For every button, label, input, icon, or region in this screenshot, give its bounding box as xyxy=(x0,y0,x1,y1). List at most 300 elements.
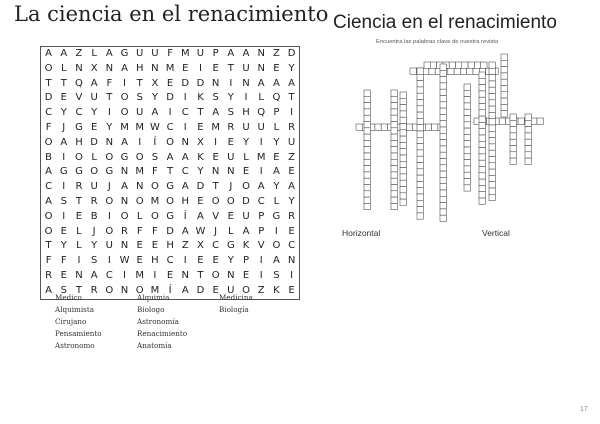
crossword-cell[interactable] xyxy=(479,185,485,191)
crossword-cell[interactable] xyxy=(391,191,397,197)
grid-letter: M xyxy=(256,151,266,163)
grid-letter: N xyxy=(105,62,114,74)
crossword-cell[interactable] xyxy=(501,111,507,117)
crossword-cell[interactable] xyxy=(464,109,470,115)
crossword-cell[interactable] xyxy=(501,73,507,79)
crossword-cell[interactable] xyxy=(400,155,406,161)
grid-letter: R xyxy=(45,269,53,281)
crossword-cell[interactable] xyxy=(464,166,470,172)
crossword-cell[interactable] xyxy=(479,160,485,166)
crossword-cell[interactable] xyxy=(417,106,423,112)
grid-letter: G xyxy=(166,210,174,222)
grid-letter: O xyxy=(211,269,220,281)
crossword-cell[interactable] xyxy=(464,147,470,153)
crossword-cell[interactable] xyxy=(364,147,370,153)
grid-letter: Y xyxy=(227,92,234,104)
crossword-cell[interactable] xyxy=(417,137,423,143)
crossword-cell[interactable] xyxy=(525,146,531,152)
grid-letter: G xyxy=(272,210,281,222)
crossword-cell[interactable] xyxy=(501,79,507,85)
crossword-cell[interactable] xyxy=(417,125,423,131)
crossword-cell[interactable] xyxy=(440,146,446,152)
crossword-cell[interactable] xyxy=(479,122,485,128)
grid-letter: O xyxy=(120,210,129,222)
grid-letter: Z xyxy=(288,151,296,163)
grid-letter: U xyxy=(227,151,235,163)
crossword-cell[interactable] xyxy=(489,138,495,144)
crossword-cell[interactable] xyxy=(440,215,446,221)
grid-letter: E xyxy=(60,225,67,237)
crossword-cell[interactable] xyxy=(417,207,423,213)
grid-letter: R xyxy=(288,121,296,133)
crossword-cell[interactable] xyxy=(364,166,370,172)
crossword-cell[interactable] xyxy=(479,129,485,135)
crossword-cell[interactable] xyxy=(391,185,397,191)
grid-letter: I xyxy=(198,62,202,74)
crossword-cell[interactable] xyxy=(464,160,470,166)
crossword-cell[interactable] xyxy=(417,93,423,99)
crossword-cell[interactable] xyxy=(417,175,423,181)
grid-letter: L xyxy=(60,62,67,74)
crossword-cell[interactable] xyxy=(473,68,479,74)
crossword-cell[interactable] xyxy=(417,118,423,124)
crossword-cell[interactable] xyxy=(489,100,495,106)
crossword-cell[interactable] xyxy=(364,115,370,121)
crossword-cell[interactable] xyxy=(364,103,370,109)
grid-letter: N xyxy=(120,195,129,207)
crossword-cell[interactable] xyxy=(531,118,537,124)
crossword-cell[interactable] xyxy=(464,90,470,96)
crossword-cell[interactable] xyxy=(464,128,470,134)
crossword-cell[interactable] xyxy=(400,187,406,193)
crossword-cell[interactable] xyxy=(364,153,370,159)
crossword-cell[interactable] xyxy=(518,118,524,124)
grid-letter: A xyxy=(272,255,280,267)
grid-letter: E xyxy=(166,269,174,281)
crossword-cell[interactable] xyxy=(501,98,507,104)
crossword-cell[interactable] xyxy=(364,159,370,165)
crossword-cell[interactable] xyxy=(440,184,446,190)
crossword-cell[interactable] xyxy=(417,188,423,194)
grid-letter: U xyxy=(136,48,144,59)
crossword-cell[interactable] xyxy=(479,167,485,173)
crossword-cell[interactable] xyxy=(400,149,406,155)
grid-letter: Y xyxy=(60,240,67,252)
crossword-cell[interactable] xyxy=(510,139,516,145)
crossword-cell[interactable] xyxy=(464,84,470,90)
crossword-cell[interactable] xyxy=(440,121,446,127)
grid-letter: L xyxy=(258,92,264,104)
crossword-cell[interactable] xyxy=(364,90,370,96)
crossword-cell[interactable] xyxy=(417,156,423,162)
crossword-cell[interactable] xyxy=(464,116,470,122)
crossword-cell[interactable] xyxy=(432,124,438,130)
crossword-cell[interactable] xyxy=(400,161,406,167)
crossword-cell[interactable] xyxy=(510,146,516,152)
crossword-cell[interactable] xyxy=(391,122,397,128)
crossword-cell[interactable] xyxy=(479,154,485,160)
crossword-cell[interactable] xyxy=(479,97,485,103)
crossword-cell[interactable] xyxy=(448,68,454,74)
crossword-cell[interactable] xyxy=(489,112,495,118)
crossword-cell[interactable] xyxy=(391,140,397,146)
crossword-cell[interactable] xyxy=(499,118,505,124)
grid-letter: L xyxy=(273,195,280,207)
crossword-cell[interactable] xyxy=(400,193,406,199)
crossword-cell[interactable] xyxy=(479,104,485,110)
crossword-cell[interactable] xyxy=(364,178,370,184)
crossword-cell[interactable] xyxy=(391,96,397,102)
grid-letter: U xyxy=(105,240,113,252)
crossword-cell[interactable] xyxy=(462,62,468,68)
crossword-title: Ciencia en el renacimiento xyxy=(333,12,557,33)
grid-letter: G xyxy=(105,166,114,178)
crossword-cell[interactable] xyxy=(400,180,406,186)
crossword-cell[interactable] xyxy=(417,194,423,200)
crossword-cell[interactable] xyxy=(440,102,446,108)
grid-letter: D xyxy=(242,195,250,207)
crossword-cell[interactable] xyxy=(440,177,446,183)
crossword-cell[interactable] xyxy=(400,98,406,104)
crossword-cell[interactable] xyxy=(364,128,370,134)
grid-letter: L xyxy=(228,225,234,237)
crossword-cell[interactable] xyxy=(479,173,485,179)
crossword-cell[interactable] xyxy=(440,77,446,83)
crossword-cell[interactable] xyxy=(454,68,460,74)
horizontal-heading: Horizontal xyxy=(342,228,381,238)
crossword-cell[interactable] xyxy=(464,103,470,109)
grid-letter: O xyxy=(75,151,83,163)
crossword-cell[interactable] xyxy=(406,124,412,130)
crossword-cell[interactable] xyxy=(440,64,446,70)
grid-letter: R xyxy=(90,195,98,207)
crossword-cell[interactable] xyxy=(449,62,455,68)
word-list-item: Pensamiento xyxy=(55,329,102,338)
grid-letter: E xyxy=(90,121,98,133)
crossword-cell[interactable] xyxy=(391,203,397,209)
crossword-cell[interactable] xyxy=(364,134,370,140)
crossword-cell[interactable] xyxy=(400,168,406,174)
grid-letter: E xyxy=(182,62,189,74)
crossword-cell[interactable] xyxy=(440,171,446,177)
crossword-cell[interactable] xyxy=(464,179,470,185)
grid-letter: U xyxy=(242,210,250,222)
crossword-cell[interactable] xyxy=(391,166,397,172)
crossword-cell[interactable] xyxy=(525,139,531,145)
grid-letter: H xyxy=(181,195,190,207)
crossword-cell[interactable] xyxy=(525,114,531,120)
grid-letter: N xyxy=(120,240,129,252)
grid-letter: O xyxy=(242,284,250,296)
crossword-cell[interactable] xyxy=(375,124,381,130)
crossword-cell[interactable] xyxy=(440,190,446,196)
crossword-cell[interactable] xyxy=(364,185,370,191)
crossword-cell[interactable] xyxy=(479,135,485,141)
crossword-cell[interactable] xyxy=(429,68,435,74)
grid-letter: D xyxy=(196,181,205,193)
crossword-cell[interactable] xyxy=(489,175,495,181)
crossword-cell[interactable] xyxy=(400,111,406,117)
crossword-cell[interactable] xyxy=(489,163,495,169)
crossword-cell[interactable] xyxy=(489,68,495,74)
crossword-cell[interactable] xyxy=(440,114,446,120)
grid-letter: C xyxy=(45,107,53,119)
crossword-cell[interactable] xyxy=(400,130,406,136)
grid-letter: N xyxy=(227,269,235,281)
crossword-cell[interactable] xyxy=(464,172,470,178)
crossword-cell[interactable] xyxy=(479,72,485,78)
crossword-cell[interactable] xyxy=(510,120,516,126)
grid-letter: T xyxy=(288,92,295,104)
grid-letter: V xyxy=(257,240,265,252)
grid-letter: A xyxy=(227,48,235,59)
grid-letter: A xyxy=(242,225,250,237)
crossword-cell[interactable] xyxy=(481,62,487,68)
crossword-cell[interactable] xyxy=(417,169,423,175)
crossword-cell[interactable] xyxy=(474,62,480,68)
crossword-cell[interactable] xyxy=(489,194,495,200)
crossword-cell[interactable] xyxy=(400,142,406,148)
crossword-cell[interactable] xyxy=(400,92,406,98)
crossword-cell[interactable] xyxy=(464,153,470,159)
grid-letter: E xyxy=(75,210,83,222)
grid-letter: A xyxy=(242,48,250,59)
crossword-cell[interactable] xyxy=(391,115,397,121)
crossword-cell[interactable] xyxy=(479,198,485,204)
grid-letter: M xyxy=(180,48,190,59)
crossword-cell[interactable] xyxy=(391,134,397,140)
crossword-cell[interactable] xyxy=(479,179,485,185)
grid-letter: A xyxy=(288,77,296,89)
crossword-cell[interactable] xyxy=(537,118,543,124)
crossword-cell[interactable] xyxy=(440,96,446,102)
crossword-cell[interactable] xyxy=(510,133,516,139)
crossword-cell[interactable] xyxy=(489,87,495,93)
crossword-cell[interactable] xyxy=(424,62,430,68)
grid-letter: E xyxy=(227,136,234,148)
crossword-cell[interactable] xyxy=(417,213,423,219)
crossword-cell[interactable] xyxy=(356,124,362,130)
crossword-cell[interactable] xyxy=(464,134,470,140)
crossword-cell[interactable] xyxy=(479,148,485,154)
crossword-cell[interactable] xyxy=(501,67,507,73)
crossword-cell[interactable] xyxy=(400,105,406,111)
wordsearch-title: La ciencia en el renacimiento xyxy=(14,2,329,26)
crossword-cell[interactable] xyxy=(400,124,406,130)
crossword-cell[interactable] xyxy=(417,144,423,150)
crossword-cell[interactable] xyxy=(440,165,446,171)
crossword-cell[interactable] xyxy=(391,197,397,203)
crossword-cell[interactable] xyxy=(479,85,485,91)
crossword-cell[interactable] xyxy=(417,100,423,106)
crossword-cell[interactable] xyxy=(479,78,485,84)
crossword-cell[interactable] xyxy=(417,150,423,156)
crossword-cell[interactable] xyxy=(460,68,466,74)
crossword-cell[interactable] xyxy=(417,200,423,206)
crossword-cell[interactable] xyxy=(417,68,423,74)
crossword-cell[interactable] xyxy=(391,153,397,159)
grid-letter: K xyxy=(197,92,204,104)
crossword-cell[interactable] xyxy=(510,158,516,164)
crossword-cell[interactable] xyxy=(501,104,507,110)
crossword-cell[interactable] xyxy=(464,122,470,128)
crossword-cell[interactable] xyxy=(440,140,446,146)
crossword-cell[interactable] xyxy=(391,109,397,115)
word-list-item: Medicina xyxy=(219,293,253,302)
crossword-cell[interactable] xyxy=(525,152,531,158)
crossword-cell[interactable] xyxy=(467,68,473,74)
crossword-cell[interactable] xyxy=(440,127,446,133)
crossword-cell[interactable] xyxy=(364,140,370,146)
crossword-cell[interactable] xyxy=(400,136,406,142)
crossword-cell[interactable] xyxy=(489,106,495,112)
crossword-cell[interactable] xyxy=(489,75,495,81)
crossword-cell[interactable] xyxy=(364,203,370,209)
crossword-cell[interactable] xyxy=(525,120,531,126)
crossword-cell[interactable] xyxy=(510,114,516,120)
grid-letter: A xyxy=(45,195,53,207)
crossword-cell[interactable] xyxy=(489,62,495,68)
grid-letter: U xyxy=(242,121,250,133)
crossword-cell[interactable] xyxy=(391,90,397,96)
crossword-cell[interactable] xyxy=(364,96,370,102)
crossword-cell[interactable] xyxy=(391,159,397,165)
crossword-cell[interactable] xyxy=(440,89,446,95)
crossword-cell[interactable] xyxy=(479,141,485,147)
grid-letter: W xyxy=(195,225,206,237)
crossword-cell[interactable] xyxy=(489,182,495,188)
crossword-cell[interactable] xyxy=(440,159,446,165)
crossword-cell[interactable] xyxy=(440,152,446,158)
crossword-cell[interactable] xyxy=(417,74,423,80)
crossword-cell[interactable] xyxy=(417,112,423,118)
grid-letter: A xyxy=(272,77,280,89)
crossword-cell[interactable] xyxy=(489,169,495,175)
crossword-cell[interactable] xyxy=(479,116,485,122)
grid-letter: F xyxy=(152,225,158,237)
crossword-cell[interactable] xyxy=(489,119,495,125)
crossword-cell[interactable] xyxy=(440,133,446,139)
word-list-item: Alquimia xyxy=(137,293,170,302)
grid-letter: O xyxy=(211,195,220,207)
crossword-cell[interactable] xyxy=(364,172,370,178)
crossword-cell[interactable] xyxy=(364,122,370,128)
grid-letter: R xyxy=(121,225,128,237)
grid-letter: Q xyxy=(272,92,281,104)
crossword-cell[interactable] xyxy=(479,110,485,116)
crossword-cell[interactable] xyxy=(468,62,474,68)
grid-letter: H xyxy=(166,240,174,252)
crossword-cell[interactable] xyxy=(510,152,516,158)
crossword-cell[interactable] xyxy=(440,108,446,114)
crossword-cell[interactable] xyxy=(400,174,406,180)
crossword-cell[interactable] xyxy=(430,62,436,68)
crossword-cell[interactable] xyxy=(364,191,370,197)
grid-letter: I xyxy=(62,151,66,163)
crossword-cell[interactable] xyxy=(489,125,495,131)
crossword-cell[interactable] xyxy=(525,127,531,133)
grid-letter: Q xyxy=(75,77,83,89)
grid-letter: I xyxy=(107,107,111,119)
crossword-cell[interactable] xyxy=(417,181,423,187)
crossword-cell[interactable] xyxy=(417,81,423,87)
grid-letter: O xyxy=(44,210,53,222)
grid-letter: P xyxy=(243,255,250,267)
crossword-cell[interactable] xyxy=(489,144,495,150)
crossword-cell[interactable] xyxy=(417,163,423,169)
grid-letter: A xyxy=(90,77,98,89)
crossword-cell[interactable] xyxy=(525,133,531,139)
crossword-cell[interactable] xyxy=(440,196,446,202)
crossword-cell[interactable] xyxy=(417,131,423,137)
grid-letter: U xyxy=(196,48,205,59)
crossword-cell[interactable] xyxy=(464,185,470,191)
crossword-cell[interactable] xyxy=(501,60,507,66)
crossword-cell[interactable] xyxy=(364,109,370,115)
grid-letter: I xyxy=(62,181,66,193)
crossword-cell[interactable] xyxy=(400,117,406,123)
crossword-cell[interactable] xyxy=(440,70,446,76)
crossword-cell[interactable] xyxy=(440,209,446,215)
crossword-cell[interactable] xyxy=(501,54,507,60)
crossword-cell[interactable] xyxy=(501,86,507,92)
grid-letter: O xyxy=(226,195,235,207)
grid-letter: I xyxy=(107,210,111,222)
grid-letter: U xyxy=(151,48,159,59)
crossword-cell[interactable] xyxy=(440,83,446,89)
crossword-cell[interactable] xyxy=(489,157,495,163)
grid-letter: E xyxy=(273,62,280,74)
crossword-cell[interactable] xyxy=(464,97,470,103)
crossword-cell[interactable] xyxy=(501,92,507,98)
crossword-cell[interactable] xyxy=(364,197,370,203)
crossword-cell[interactable] xyxy=(417,87,423,93)
grid-letter: N xyxy=(75,269,83,281)
crossword-cell[interactable] xyxy=(440,203,446,209)
crossword-cell[interactable] xyxy=(525,158,531,164)
crossword-cell[interactable] xyxy=(456,62,462,68)
grid-letter: O xyxy=(135,195,144,207)
crossword-cell[interactable] xyxy=(479,91,485,97)
crossword-cell[interactable] xyxy=(510,127,516,133)
crossword-cell[interactable] xyxy=(489,188,495,194)
crossword-cell[interactable] xyxy=(489,131,495,137)
grid-letter: M xyxy=(120,121,129,133)
crossword-cell[interactable] xyxy=(391,128,397,134)
crossword-cell[interactable] xyxy=(464,141,470,147)
grid-letter: A xyxy=(257,181,265,193)
crossword-cell[interactable] xyxy=(400,199,406,205)
grid-letter: E xyxy=(136,255,143,267)
crossword-cell[interactable] xyxy=(391,172,397,178)
grid-letter: I xyxy=(138,136,142,148)
crossword-cell[interactable] xyxy=(391,147,397,153)
grid-letter: I xyxy=(183,92,187,104)
grid-letter: M xyxy=(211,121,220,133)
crossword-cell[interactable] xyxy=(489,81,495,87)
grid-letter: T xyxy=(75,284,83,296)
crossword-cell[interactable] xyxy=(410,68,416,74)
crossword-cell[interactable] xyxy=(391,178,397,184)
crossword-cell[interactable] xyxy=(489,150,495,156)
crossword-cell[interactable] xyxy=(425,124,431,130)
crossword-cell[interactable] xyxy=(479,192,485,198)
crossword-cell[interactable] xyxy=(489,94,495,100)
crossword-cell[interactable] xyxy=(391,103,397,109)
grid-letter: Y xyxy=(106,121,113,133)
grid-letter: Z xyxy=(181,240,189,252)
crossword-cell[interactable] xyxy=(381,124,387,130)
